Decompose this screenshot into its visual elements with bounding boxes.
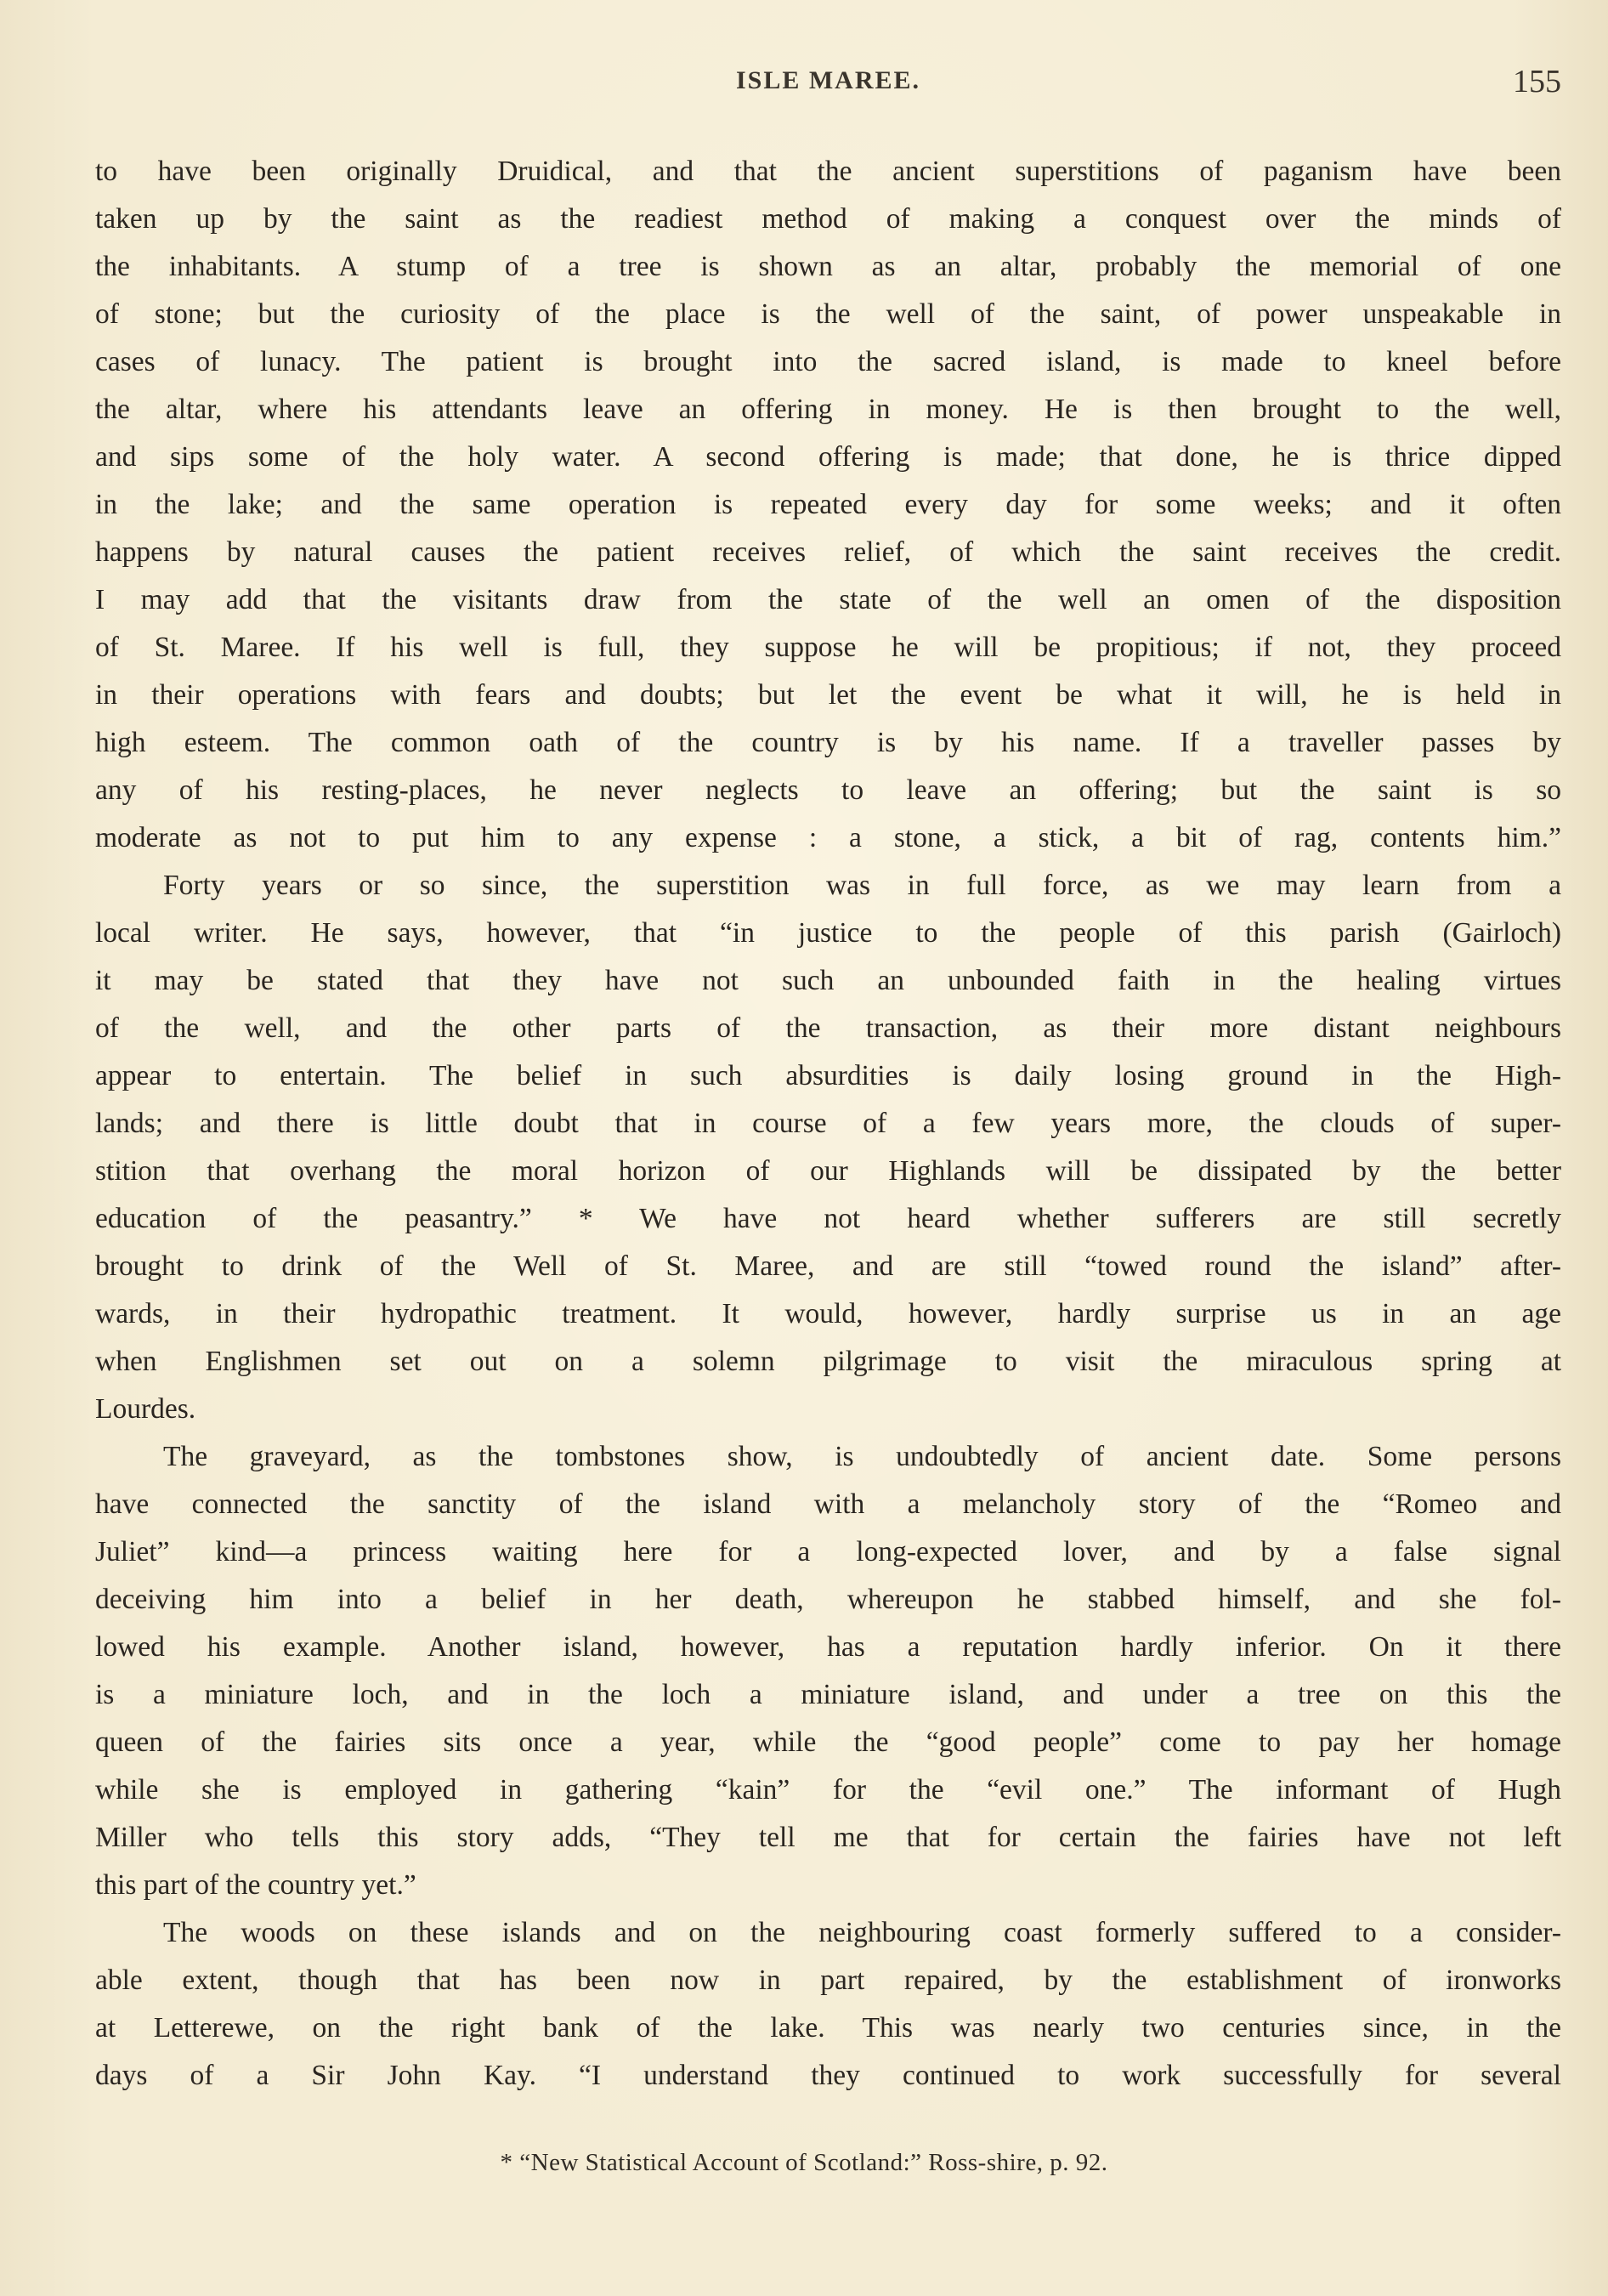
text-line: when Englishmen set out on a solemn pilgrimage to visit the miraculous spring at: [95, 1346, 1561, 1377]
text-line: education of the peasantry.” * We have not heard whether sufferers are still secretly: [95, 1203, 1561, 1234]
text-line: high esteem. The common oath of the country is by his name. If a traveller passes by: [95, 727, 1561, 758]
text-line: in their operations with fears and doubts; but let the event be what it will, he is held in: [95, 679, 1561, 711]
text-line: local writer. He says, however, that “in justice to the people of this parish (Gairloch): [95, 917, 1561, 949]
text-line: is a miniature loch, and in the loch a miniature island, and under a tree on this the: [95, 1679, 1561, 1710]
text-line: at Letterewe, on the right bank of the lake. This was nearly two centuries since, in the: [95, 2012, 1561, 2044]
text-line: taken up by the saint as the readiest method of making a conquest over the minds of: [95, 203, 1561, 235]
text-line: The woods on these islands and on the neighbouring coast formerly suffered to a consider-: [163, 1917, 1561, 1948]
text-line: while she is employed in gathering “kain” for the “evil one.” The informant of Hugh: [95, 1774, 1561, 1806]
text-line: to have been originally Druidical, and that the ancient superstitions of paganism have been: [95, 156, 1561, 187]
text-line: Forty years or so since, the superstition was in full force, as we may learn from a: [163, 870, 1561, 901]
page-number: 155: [1513, 64, 1561, 99]
text-line: any of his resting-places, he never neglects to leave an offering; but the saint is so: [95, 774, 1561, 806]
text-line: have connected the sanctity of the island with a melancholy story of the “Romeo and: [95, 1488, 1561, 1520]
text-line: happens by natural causes the patient receives relief, of which the saint receives the credit.: [95, 536, 1561, 568]
text-line: of the well, and the other parts of the transaction, as their more distant neighbours: [95, 1012, 1561, 1044]
text-line: The graveyard, as the tombstones show, is undoubtedly of ancient date. Some persons: [163, 1441, 1561, 1472]
text-line: Lourdes.: [95, 1393, 196, 1425]
text-line: it may be stated that they have not such an unbounded faith in the healing virtues: [95, 965, 1561, 996]
text-line: Juliet” kind—a princess waiting here for a long-expected lover, and by a false signal: [95, 1536, 1561, 1568]
text-line: Miller who tells this story adds, “They tell me that for certain the fairies have not left: [95, 1822, 1561, 1853]
body-text: [95, 148, 1561, 2100]
text-line: deceiving him into a belief in her death, whereupon he stabbed himself, and she fol-: [95, 1584, 1561, 1615]
text-line: of stone; but the curiosity of the place is the well of the saint, of power unspeakable in: [95, 298, 1561, 330]
text-line: cases of lunacy. The patient is brought into the sacred island, is made to kneel before: [95, 346, 1561, 377]
text-line: stition that overhang the moral horizon of our Highlands will be dissipated by the better: [95, 1155, 1561, 1187]
text-line: lands; and there is little doubt that in course of a few years more, the clouds of super-: [95, 1108, 1561, 1139]
text-line: appear to entertain. The belief in such absurdities is daily losing ground in the High-: [95, 1060, 1561, 1091]
text-line: queen of the fairies sits once a year, while the “good people” come to pay her homage: [95, 1726, 1561, 1758]
text-line: wards, in their hydropathic treatment. It would, however, hardly surprise us in an age: [95, 1298, 1561, 1329]
text-line: of St. Maree. If his well is full, they suppose he will be propitious; if not, they proceed: [95, 632, 1561, 663]
text-line: the altar, where his attendants leave an offering in money. He is then brought to the well,: [95, 394, 1561, 425]
text-line: and sips some of the holy water. A second offering is made; that done, he is thrice dipped: [95, 441, 1561, 473]
text-line: in the lake; and the same operation is repeated every day for some weeks; and it often: [95, 489, 1561, 520]
running-head: [95, 66, 1561, 109]
running-title: ISLE MAREE.: [735, 66, 921, 94]
text-line: this part of the country yet.”: [95, 1869, 416, 1901]
text-line: days of a Sir John Kay. “I understand they continued to work successfully for several: [95, 2060, 1561, 2091]
text-line: the inhabitants. A stump of a tree is shown as an altar, probably the memorial of one: [95, 251, 1561, 282]
text-line: I may add that the visitants draw from the state of the well an omen of the disposition: [95, 584, 1561, 615]
footnote: * “New Statistical Account of Scotland:” Ross-shire, p. 92.: [500, 2149, 1108, 2176]
text-line: lowed his example. Another island, however, has a reputation hardly inferior. On it there: [95, 1631, 1561, 1663]
text-line: brought to drink of the Well of St. Maree, and are still “towed round the island” after-: [95, 1250, 1561, 1282]
text-line: able extent, though that has been now in part repaired, by the establishment of ironworks: [95, 1964, 1561, 1996]
text-line: moderate as not to put him to any expense : a stone, a stick, a bit of rag, contents him.”: [95, 822, 1561, 853]
